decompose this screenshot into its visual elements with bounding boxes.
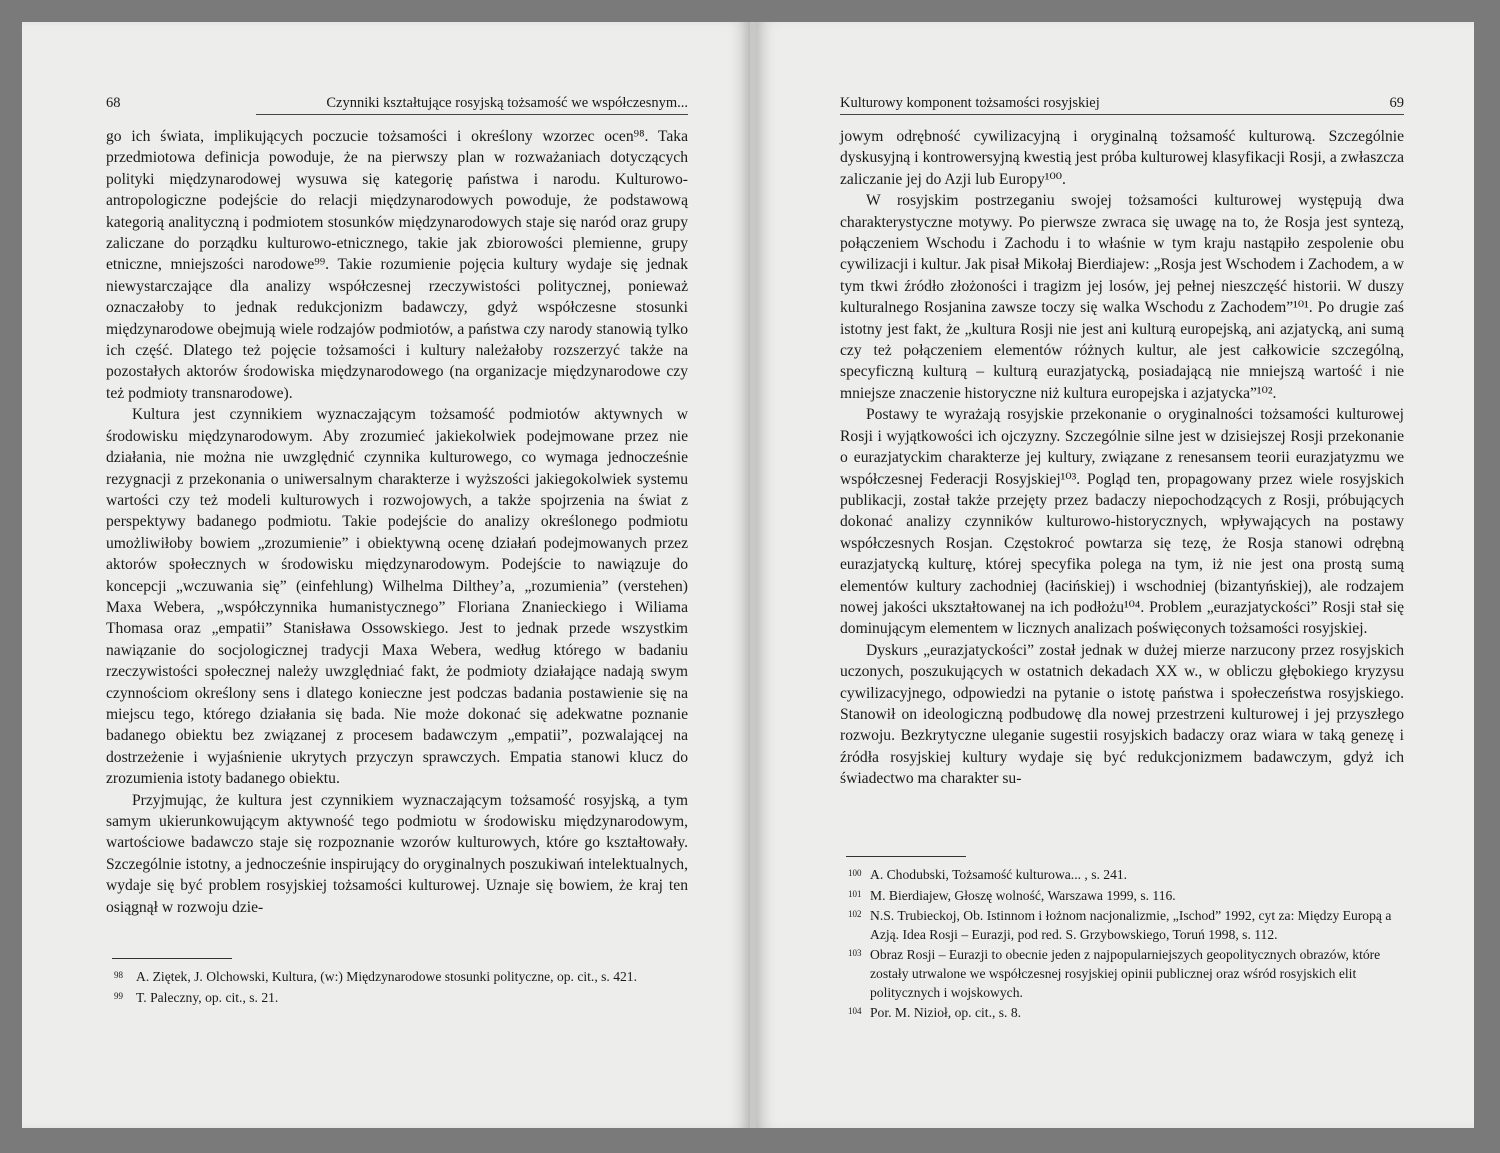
running-head: Czynniki kształtujące rosyjską tożsamość we współczesnym... (326, 95, 688, 111)
footnote-number: 100 (848, 868, 862, 878)
footnote-text: N.S. Trubieckoj, Ob. Istinnom i łożnom nacjonalizmie, „Ischod” 1992, cyt za: Między Europą a Azją. Idea Rosji – Eurazji, pod red. S. Grzybowskiego, Toruń 1998, s. 112. (870, 908, 1392, 942)
paragraph: go ich świata, implikujących poczucie tożsamości i określony wzorzec ocen⁹⁸. Taka przedmiotowa definicja powoduje, że na pierwszy plan w rozważaniach dotyczących polityki międzynarodowej wysuwa się kategorię państwa i narodu. Kulturowo-antropologiczne podejście do relacji międzynarodowych powoduje, że podstawową kategorią analityczną i podmiotem stosunków międzynarodowych staje się naród oraz grupy zaliczane do porządku kulturowo-etnicznego, takie jak zbiorowości plemienne, grupy etniczne, mniejszości narodowe⁹⁹. Takie rozumienie pojęcia kultury wydaje się jednak niewystarczające dla analizy współczesnej rzeczywistości politycznej, ponieważ oznaczałoby to jednak redukcjonizm badawczy, gdyż współczesne stosunki międzynarodowe obejmują wiele rodzajów podmiotów, a państwa czy narody stanowią tylko ich część. Dlatego też pojęcie tożsamości i kultury należałoby rozszerzyć także na pozostałych aktorów środowiska międzynarodowego (na organizacje międzynarodowe czy też podmioty transnarodowe). (106, 128, 688, 402)
left-footnotes (114, 966, 686, 1007)
footnote-text: Por. M. Nizioł, op. cit., s. 8. (870, 1005, 1022, 1021)
left-page-header (106, 90, 688, 112)
footnote-number: 103 (848, 948, 862, 959)
header-rule (256, 114, 688, 115)
left-page (22, 22, 750, 1128)
footnote (114, 987, 686, 1008)
paragraph: jowym odrębność cywilizacyjną i oryginalną tożsamość kulturową. Szczególnie dyskusyjną i kontrowersyjną kwestią jest próba kulturowej klasyfikacji Rosji, a zwłaszcza zaliczanie jej do Azji lub Europy¹⁰⁰. (840, 128, 1404, 188)
page-number: 68 (106, 95, 121, 111)
footnote (848, 905, 1404, 944)
footnote-text: Obraz Rosji – Eurazji to obecnie jeden z najpopularniejszych geopolitycznych obrazów, które zostały utrwalone we współczesnej rosyjskiej opinii publicznej oraz wśród rosyjskich elit politycznych i wojskowych. (870, 947, 1381, 1000)
right-page-header (840, 90, 1404, 115)
footnote-number: 98 (114, 970, 123, 980)
footnote-text: M. Bierdiajew, Głoszę wolność, Warszawa 1999, s. 116. (870, 887, 1176, 903)
right-footnotes (848, 864, 1404, 1023)
paragraph: Dyskurs „eurazjatyckości” został jednak w dużej mierze narzucony przez rosyjskich uczonych, poszukujących w ostatnich dekadach XX w., w obliczu głębokiego kryzysu cywilizacyjnego, odpowiedzi na pytanie o istotę państwa i społeczeństwa rosyjskiego. Stanowił on ideologiczną podbudowę dla nowej przestrzeni kulturowej i jej przyszłego rozwoju. Bezkrytyczne uleganie sugestii rosyjskich badaczy oraz wiara w taką genezę i źródła rosyjskiej kultury wydaje się być redukcjonizmem badawczym, gdyż ich świadectwo ma charakter su- (840, 641, 1404, 788)
paragraph: W rosyjskim postrzeganiu swojej tożsamości kulturowej występują dwa charakterystyczne motywy. Po pierwsze zwraca się uwagę na to, że Rosja jest syntezą, połączeniem Wschodu i Zachodu i to właśnie w tym kraju nastąpiło zespolenie obu cywilizacji i kultur. Jak pisał Mikołaj Bierdiajew: „Rosja jest Wschodem i Zachodem, a w tym tkwi źródło złożoności i tragizm jej losów, jej pełnej nieszczęść historii. W duszy kulturalnego Rosjanina zawsze toczy się walka Wschodu z Zachodem”¹⁰¹. Po drugie zaś istotny jest fakt, że „kultura Rosji nie jest ani kulturą europejską, ani azjatycką, ani sumą czy też połączeniem elementów różnych kultur, ale jest całkowicie szczególną, specyficzną kulturą – kulturą eurazjatycką, posiadającą nie mniejszą wartość i nie mniejsze znaczenie historyczne niż kultura europejska i azjatycka”¹⁰². (840, 192, 1404, 402)
footnote-number: 101 (848, 888, 862, 899)
footnote-number: 104 (848, 1006, 862, 1017)
running-head: Kulturowy komponent tożsamości rosyjskiej (840, 95, 1100, 111)
right-body-text (840, 126, 1404, 790)
footnote-rule (112, 958, 232, 959)
footnote-rule (846, 856, 966, 857)
right-page (756, 22, 1474, 1128)
footnote (848, 1002, 1404, 1023)
page-number: 69 (1389, 95, 1404, 111)
footnote-text: A. Chodubski, Tożsamość kulturowa... , s. 241. (870, 867, 1128, 882)
footnote (848, 864, 1404, 885)
footnote-text: T. Paleczny, op. cit., s. 21. (136, 989, 279, 1005)
paragraph: Kultura jest czynnikiem wyznaczającym tożsamość podmiotów aktywnych w środowisku międzynarodowym. Aby zrozumieć jakiekolwiek podejmowane przez nie działania, nie można nie uwzględnić czynnika kulturowego, co wymaga jednocześnie rezygnacji z przekonania o uniwersalnym charakterze i wyższości jakiegokolwiek systemu wartości czy też modeli kulturowych i rozwojowych, a także spojrzenia na świat z perspektywy badanego podmiotu. Takie podejście do analizy określonego podmiotu umożliwiłoby bowiem „zrozumienie” i obiektywną ocenę działań podejmowanych przez aktorów społecznych w środowisku międzynarodowym. Podejście to nawiązuje do koncepcji „wczuwania się” (einfehlung) Wilhelma Dilthey’a, „rozumienia” (verstehen) Maxa Webera, „współczynnika humanistycznego” Floriana Znanieckiego i Wiliama Thomasa oraz „empatii” Stanisława Ossowskiego. Jest to jednak przede wszystkim nawiązanie do socjologicznej tradycji Maxa Webera, według którego w badaniu rzeczywistości społecznej należy uwzględniać fakt, że podmioty działające nadają swym czynnościom określony sens i dlatego konieczne jest podczas badania postawienie się na miejscu tego, którego działania się bada. Nie może dokonać się adekwatne poznanie badanego obiektu bez związanej z procesem badawczym „empatii”, pozwalającej na dostrzeżenie i wyjaśnienie ukrytych przyczyn sprawczych. Empatia stanowi klucz do zrozumienia istoty badanego obiektu. (106, 406, 688, 788)
paragraph: Postawy te wyrażają rosyjskie przekonanie o oryginalności tożsamości kulturowej Rosji i wyjątkowości ich ojczyzny. Szczególnie silne jest w dzisiejszej Rosji przekonanie o eurazjatyckim charakterze jej kultury, związane z renesansem teorii eurazjatyzmu we współczesnej Federacji Rosyjskiej¹⁰³. Pogląd ten, propagowany przez wiele rosyjskich publikacji, został także przejęty przez badaczy niepochodzących z Rosji, próbujących dokonać analizy czynników kulturowo-historycznych, wpływających na postawy współczesnych Rosjan. Częstokroć powtarza się tezę, że Rosja stanowi odrębną eurazjatycką kulturę, której specyfika polega na tym, iż nie jest ona prostą sumą elementów kultury zachodniej (łacińskiej) i wschodniej (bizantyńskiej), ale rodzajem nowej jakości ukształtowanej na ich podłożu¹⁰⁴. Problem „eurazjatyckości” Rosji stał się dominującym elementem w licznych analizach poświęconych tożsamości rosyjskiej. (840, 406, 1404, 638)
left-body-text (106, 126, 688, 918)
footnote-number: 102 (848, 909, 862, 920)
book-spread (22, 22, 1474, 1128)
footnote-text: A. Ziętek, J. Olchowski, Kultura, (w:) Międzynarodowe stosunki polityczne, op. cit., s. 421. (136, 969, 637, 984)
paragraph: Przyjmując, że kultura jest czynnikiem wyznaczającym tożsamość rosyjską, a tym samym ukierunkowującym aktywność tego podmiotu w środowisku międzynarodowym, wartościowe badawczo staje się rozpoznanie wzorów kulturowych, które go kształtowały. Szczególnie istotny, a jednocześnie inspirujący do oryginalnych poszukiwań intelektualnych, wydaje się być problem rosyjskiej tożsamości kulturowej. Uznaje się bowiem, że kraj ten osiągnął w rozwoju dzie- (106, 791, 688, 916)
footnote-number: 99 (114, 990, 123, 1001)
footnote (848, 885, 1404, 906)
footnote (848, 944, 1404, 1002)
footnote (114, 966, 686, 987)
